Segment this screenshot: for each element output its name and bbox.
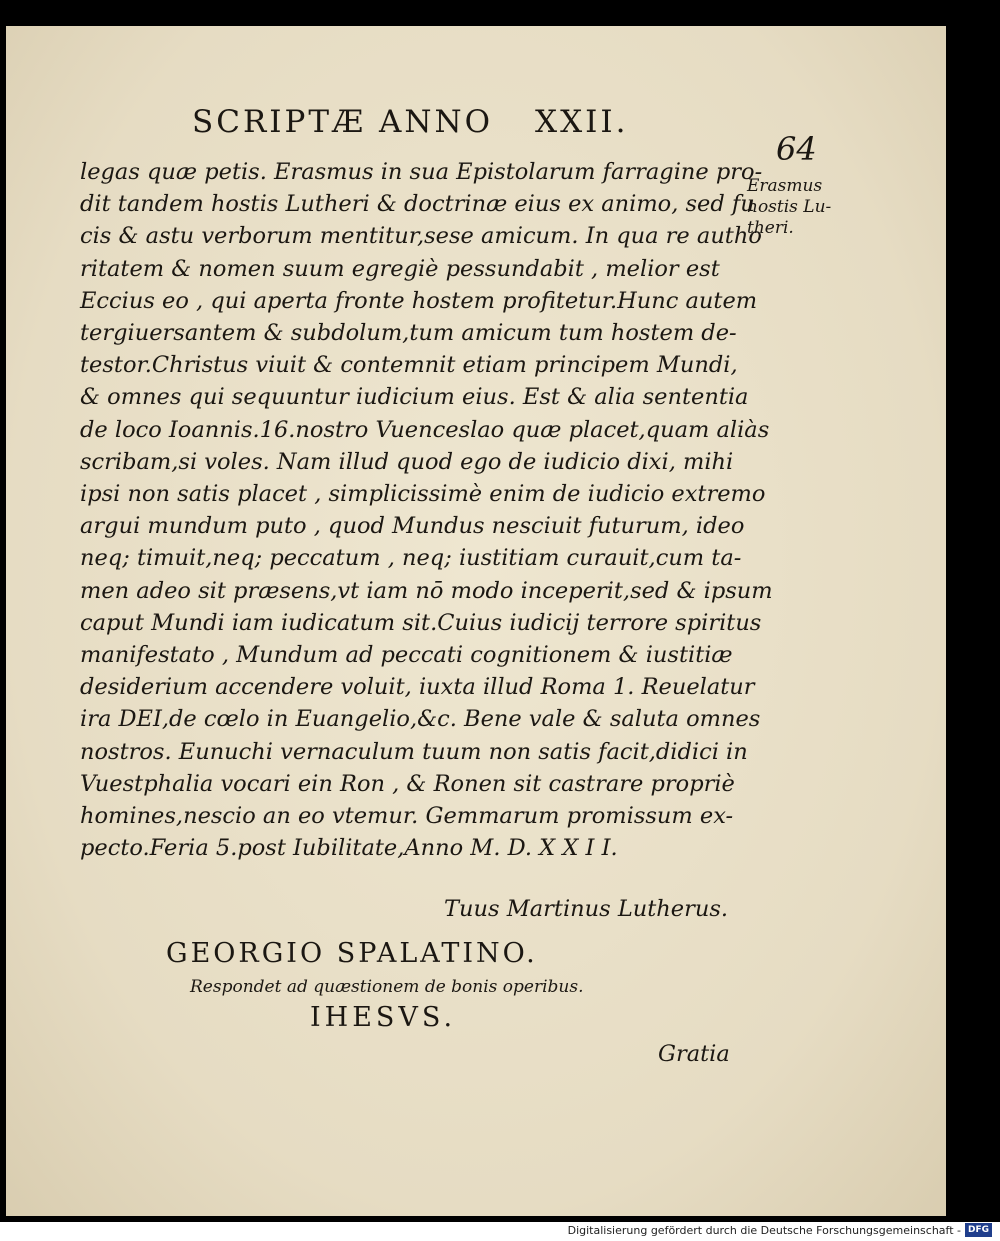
text-line: nostros. Eunuchi vernaculum tuum non satis facit,didici in (80, 738, 748, 765)
letter-body (80, 156, 773, 864)
text-line: neq; timuit,neq; peccatum , neq; iustitiam curauit,cum ta- (80, 545, 742, 572)
text-line: dit tandem hostis Lutheri & doctrinæ eius ex animo, sed fu (80, 191, 755, 218)
addressee-heading: GEORGIO SPALATINO. (166, 938, 538, 969)
text-line: caput Mundi iam iudicatum sit.Cuius iudicij terrore spiritus (80, 609, 762, 636)
text-line: cis & astu verborum mentitur,sese amicum. In qua re autho (80, 223, 762, 250)
text-line: testor.Christus viuit & contemnit etiam principem Mundi, (80, 352, 738, 379)
text-line: pecto.Feria 5.post Iubilitate,Anno M. D. X X I I. (80, 835, 618, 862)
text-line: manifestato , Mundum ad peccati cognitionem & iustitiæ (80, 642, 733, 669)
marginal-note-line: hostis Lu- (747, 197, 832, 217)
text-line: homines,nescio an eo vtemur. Gemmarum promissum ex- (80, 803, 734, 830)
text-line: Eccius eo , qui aperta fronte hostem profitetur.Hunc autem (80, 287, 758, 314)
text-line: tergiuersantem & subdolum,tum amicum tum hostem de- (80, 320, 737, 347)
digitization-credit (568, 1223, 992, 1237)
text-line: & omnes qui sequuntur iudicium eius. Est & alia sententia (80, 384, 749, 411)
signature-line: Tuus Martinus Lutherus. (444, 896, 729, 922)
running-head-year: XXII. (535, 104, 629, 140)
book-page (6, 26, 946, 1216)
text-line: Vuestphalia vocari ein Ron , & Ronen sit castrare propriè (80, 770, 735, 797)
text-line: legas quæ petis. Erasmus in sua Epistolarum farragine pro- (80, 159, 763, 185)
dfg-logo: DFG (965, 1223, 992, 1237)
running-head (192, 104, 672, 140)
credit-text: Digitalisierung gefördert durch die Deutsche Forschungsgemeinschaft - (567, 1223, 961, 1237)
marginal-note-line: theri. (747, 218, 794, 238)
text-line: ipsi non satis placet , simplicissimè enim de iudicio extremo (80, 481, 766, 508)
running-head-title: SCRIPTÆ ANNO (192, 104, 494, 140)
text-line: ritatem & nomen suum egregiè pessundabit , melior est (80, 255, 720, 282)
marginal-note-line: Erasmus (747, 176, 823, 196)
folio-number: 64 (776, 130, 817, 168)
text-line: scribam,si voles. Nam illud quod ego de iudicio dixi, mihi (80, 448, 734, 475)
text-line: argui mundum puto , quod Mundus nesciuit futurum, ideo (80, 513, 745, 540)
invocation-heading: IHESVS. (310, 1002, 457, 1033)
text-line: ira DEI,de cœlo in Euangelio,&c. Bene vale & saluta omnes (80, 706, 761, 733)
catchword: Gratia (658, 1041, 730, 1067)
text-line: desiderium accendere voluit, iuxta illud Roma 1. Reuelatur (80, 674, 755, 701)
text-line: men adeo sit præsens,vt iam nō modo inceperit,sed & ipsum (80, 577, 773, 604)
marginal-note (747, 176, 857, 239)
text-line: de loco Ioannis.16.nostro Vuenceslao quæ placet,quam aliàs (80, 416, 770, 443)
letter-subtitle: Respondet ad quæstionem de bonis operibus. (190, 977, 584, 997)
